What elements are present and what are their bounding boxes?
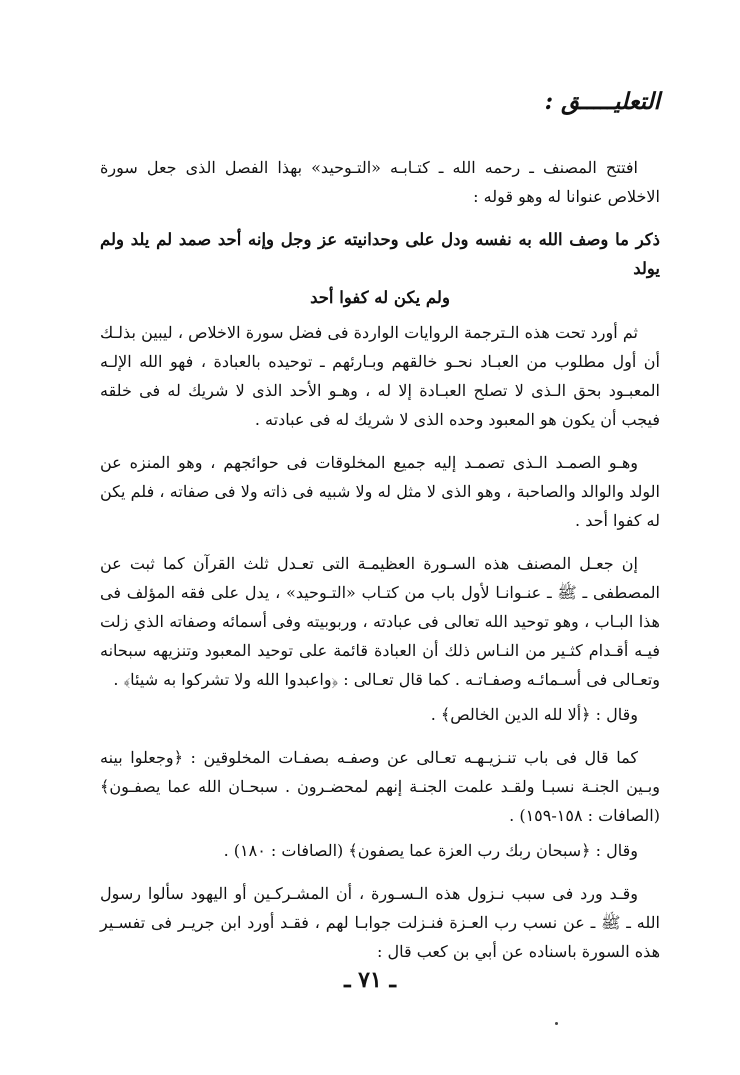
paragraph-tanzih: كما قال فى باب تنـزيـهـه تعـالى عن وصفـه بصفـات المخلوقين : ﴿وجعلوا بينه وبـين الجنـة نسبـا ولقـد علمت الجنـة إنهم لمحضـرون . سبحـان الله عما يصفـون﴾ (الصافات : ١٥٨-١٥٩) . — [100, 748, 660, 825]
page-number: ـ ٧١ ـ — [344, 967, 396, 993]
document-body — [100, 88, 660, 980]
paragraph-quran-quote-1: وقال : ﴿ألا لله الدين الخالص﴾ . — [430, 705, 638, 724]
section-heading: التعليـــــق : — [544, 88, 660, 115]
paragraph-chapter-title — [100, 225, 660, 312]
chapter-title-line-1: ذكر ما وصف الله به نفسه ودل على وحدانيته عز وجل وإنه أحد صمد لم يلد ولم يولد — [100, 230, 660, 278]
paragraph-revelation-cause: وقـد ورد فى سبب نـزول هذه الـسـورة ، أن المشـركـين أو اليهود سألوا رسول الله ـ ﷺ ـ عن نسب رب العـزة فنـزلت جوابـا لهم ، فقـد أورد ابن جريـر فى تفسـير هذه السورة باسناده عن أبي بن كعب قال : — [100, 884, 660, 961]
chapter-title-line-2: ولم يكن له كفوا أحد — [310, 288, 450, 307]
paragraph-samad: وهـو الصمـد الـذى تصمـد إليه جميع المخلوقات فى حوائجهم ، وهو المنزه عن الولد والوالد والصاحبة ، وهو الذى لا مثل له ولا شبيه فى ذاته ولا فى صفاته ، فلم يكن له كفوا أحد . — [100, 453, 661, 530]
paragraph-surah-significance: إن جعـل المصنف هذه السـورة العظيمـة التى تعـدل ثلث القرآن كما ثبت عن المصطفى ـ ﷺ ـ عنـوانـا لأول باب من كتـاب «التـوحيد» ، يدل على فقه المؤلف فى هذا البـاب ، وهو توحيد الله تعالى فى عبادته ، وربوبيته وفى أسمائه وصفاته الذي زلت فيـه أقـدام كثـير من النـاس ذلك أن العبادة قائمة على توحيد المعبود وتنزيهه سبحانه وتعـالى فى أسـمائـه وصفـاتـه . كما قال تعـالى : ﴿واعبدوا الله ولا تشركوا به شيئا﴾ . — [100, 554, 660, 689]
paragraph-quran-quote-2: وقال : ﴿سبحان ربك رب العزة عما يصفون﴾ (الصافات : ١٨٠) . — [223, 841, 638, 860]
paragraph-tawhid: ثم أورد تحت هذه الـترجمة الروايات الواردة فى فضل سورة الاخلاص ، ليبين بذلـك أن أول مطلوب من العبـاد نحـو خالقهم وبـارئهم ـ توحيده بالعبادة ، فهو الله الإلـه المعبـود بحق الـذى لا تصلح العبـادة إلا له ، وهـو الأحد الذى لا شريك له فى خلقه فيجب أن يكون هو المعبود وحده الذى لا شريك له فى عبادته . — [100, 323, 660, 429]
scan-speck — [555, 1022, 558, 1025]
paragraph-intro: افتتح المصنف ـ رحمه الله ـ كتـابـه «التـوحيد» بهذا الفصل الذى جعل سورة الاخلاص عنوانا له وهو قوله : — [100, 158, 660, 206]
